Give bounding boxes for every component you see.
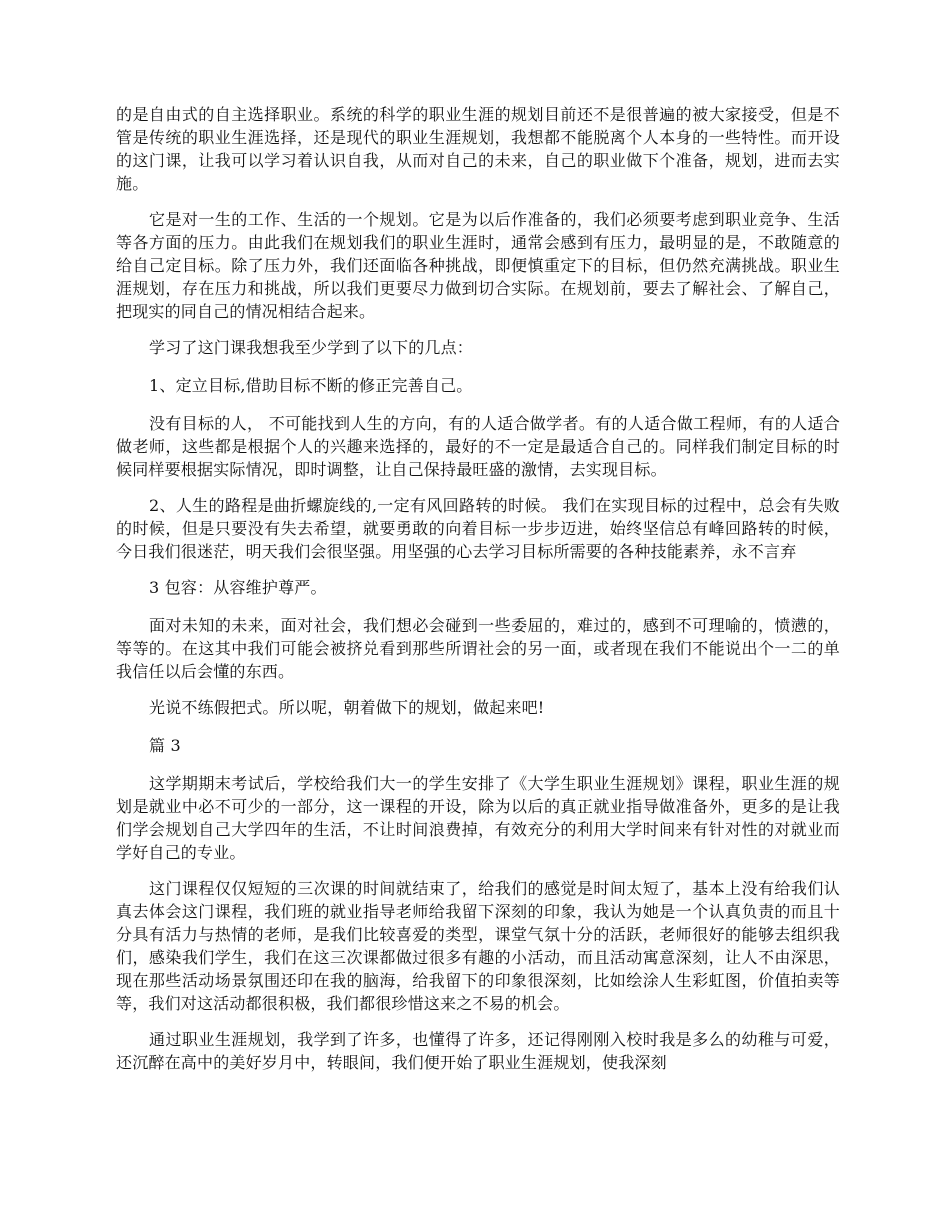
point-2-paragraph: 2、人生的路程是曲折螺旋线的,一定有风回路转的时候。 我们在实现目标的过程中，总会有失败的时候，但是只要没有失去希望，就要勇敢的向着目标一步步迈进，始终坚信总有峰回路转的时候，今日我们很迷茫，明天我们会很坚强。用坚强的心去学习目标所需要的各种技能素养，永不言弃	[116, 496, 840, 561]
point-1-heading: 1、定立目标,借助目标不断的修正完善自己。	[149, 376, 473, 395]
paragraph-2: 它是对一生的工作、生活的一个规划。它是为以后作准备的，我们必须要考虑到职业竞争、生活等各方面的压力。由此我们在规划我们的职业生涯时，通常会感到有压力，最明显的是，不敢随意的给自己定目标。除了压力外，我们还面临各种挑战，即便慎重定下的目标，但仍然充满挑战。职业生涯规划，存在压力和挑战，所以我们更要尽力做到切合实际。在规划前，要去了解社会、了解自己，把现实的同自己的情况相结合起来。	[116, 210, 840, 321]
point-3-heading: 3 包容：从容维护尊严。	[149, 578, 327, 597]
paragraph-13: 通过职业生涯规划，我学到了许多，也懂得了许多，还记得刚刚入校时我是多么的幼稚与可爱，还沉醉在高中的美好岁月中，转眼间，我们便开始了职业生涯规划，使我深刻	[116, 1030, 840, 1072]
document-page	[116, 103, 840, 1087]
paragraph-3: 学习了这门课我想我至少学到了以下的几点：	[149, 338, 474, 357]
paragraph-12: 这门课程仅仅短短的三次课的时间就结束了，给我们的感觉是时间太短了，基本上没有给我们认真去体会这门课程，我们班的就业指导老师给我留下深刻的印象，我认为她是一个认真负责的而且十分具有活力与热情的老师，是我们比较喜爱的类型，课堂气氛十分的活跃，老师很好的能够去组织我们，感染我们学生，我们在这三次课都做过很多有趣的小活动，而且活动寓意深刻，让人不由深思，现在那些活动场景氛围还印在我的脑海，给我留下的印象很深刻，比如绘涂人生彩虹图，价值拍卖等等，我们对这活动都很积极，我们都很珍惜这来之不易的机会。	[116, 879, 840, 1013]
paragraph-11: 这学期期末考试后，学校给我们大一的学生安排了《大学生职业生涯规划》课程，职业生涯的规划是就业中必不可少的一部分，这一课程的开设，除为以后的真正就业指导做准备外，更多的是让我们学会规划自己大学四年的生活，不让时间浪费掉，有效充分的利用大学时间来有针对性的对就业而学好自己的专业。	[116, 774, 840, 862]
paragraph-9: 光说不练假把式。所以呢，朝着做下的规划，做起来吧!	[149, 698, 545, 717]
paragraph-8: 面对未知的未来，面对社会，我们想必会碰到一些委屈的，难过的，感到不可理喻的，愤懑的，等等的。在这其中我们可能会被挤兑看到那些所谓社会的另一面，或者现在我们不能说出个一二的单我信任以后会懂的东西。	[116, 616, 840, 681]
section-heading-3: 篇 3	[149, 736, 181, 755]
paragraph-1: 的是自由式的自主选择职业。系统的科学的职业生涯的规划目前还不是很普遍的被大家接受，但是不管是传统的职业生涯选择，还是现代的职业生涯规划，我想都不能脱离个人本身的一些特性。而开设的这门课，让我可以学习着认识自我，从而对自己的未来，自己的职业做下个准备，规划，进而去实施。	[116, 105, 840, 193]
paragraph-5: 没有目标的人， 不可能找到人生的方向，有的人适合做学者。有的人适合做工程师，有的人适合做老师，这些都是根据个人的兴趣来选择的，最好的不一定是最适合自己的。同样我们制定目标的时候同样要根据实际情况，即时调整，让自己保持最旺盛的激情，去实现目标。	[116, 414, 840, 479]
